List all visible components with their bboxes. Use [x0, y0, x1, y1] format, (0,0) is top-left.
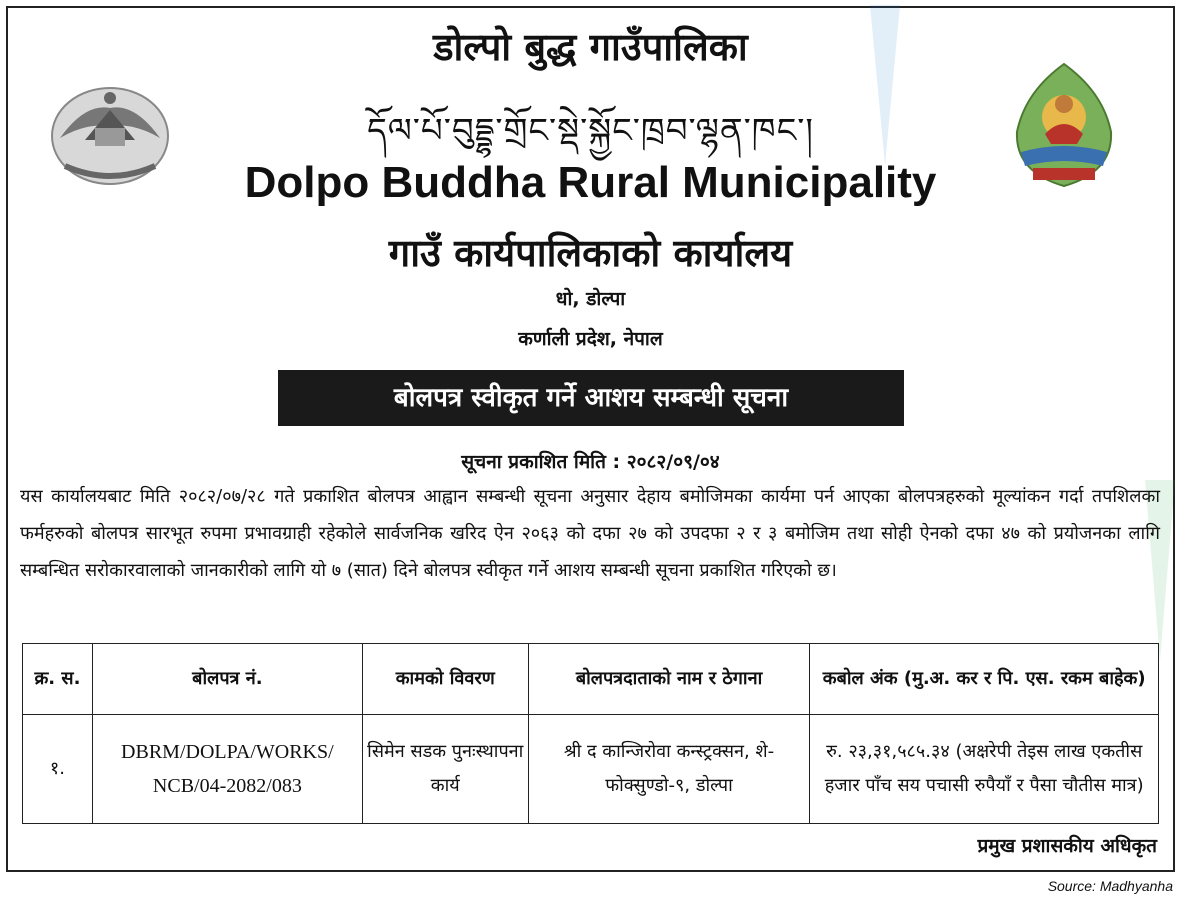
header-bidder: बोलपत्रदाताको नाम र ठेगाना [528, 644, 810, 715]
cell-bidder: श्री द कान्जिरोवा कन्स्ट्रक्सन, शे-फोक्सुण्डो-९, डोल्पा [528, 715, 810, 824]
municipality-name-english: Dolpo Buddha Rural Municipality [244, 158, 937, 207]
cell-amount: रु. २३,३१,५८५.३४ (अक्षरेपी तेइस लाख एकतीस हजार पाँच सय पचासी रुपैयाँ र पैसा चौतीस मात्र) [810, 715, 1159, 824]
source-credit: Source: Madhyanha [1047, 878, 1173, 894]
signature-title: प्रमुख प्रशासकीय अधिकृत [977, 835, 1157, 857]
table-row [23, 715, 1159, 824]
bid-table [22, 643, 1159, 824]
header-work: कामको विवरण [362, 644, 528, 715]
cell-bid-no: DBRM/DOLPA/WORKS/ NCB/04-2082/083 [92, 715, 362, 824]
header-bid-no: बोलपत्र नं. [92, 644, 362, 715]
table-header-row [23, 644, 1159, 715]
cell-sn: १. [23, 715, 93, 824]
header-sn: क्र. स. [23, 644, 93, 715]
municipality-name-tibetan: དོལ་པོ་བུདྡྷ་གྲོང་སྡེ་སྐྱོང་ཁྲབ་ལྷན་ཁང་། [367, 111, 814, 151]
address-line2: कर्णाली प्रदेश, नेपाल [518, 328, 663, 350]
municipality-name-nepali: डोल्पो बुद्ध गाउँपालिका [433, 25, 748, 69]
notice-title-banner: बोलपत्र स्वीकृत गर्ने आशय सम्बन्धी सूचना [278, 370, 904, 426]
publish-date: सूचना प्रकाशित मिति : २०८२/०९/०४ [461, 451, 720, 473]
address-line1: धो, डोल्पा [555, 288, 626, 310]
header-amount: कबोल अंक (मु.अ. कर र पि. एस. रकम बाहेक) [810, 644, 1159, 715]
notice-body: यस कार्यालयबाट मिति २०८२/०७/२८ गते प्रकाशित बोलपत्र आह्वान सम्बन्धी सूचना अनुसार देहाय बमोजिमका कार्यमा पर्न आएका बोलपत्रहरुको मूल्यांकन गर्दा तपशिलका फर्महरुको बोलपत्र सारभूत रुपमा प्रभावग्राही रहेकोले सार्वजनिक खरिद ऐन २०६३ को दफा २७ को उपदफा २ र ३ बमोजिम तथा सोही ऐनको दफा ४७ को प्रयोजनका लागि सम्बन्धित सरोकारवालाको जानकारीको लागि यो ७ (सात) दिने बोलपत्र स्वीकृत गर्ने आशय सम्बन्धी सूचना प्रकाशित गरिएको छ। [20, 486, 1160, 581]
office-name: गाउँ कार्यपालिकाको कार्यालय [388, 231, 793, 275]
cell-work: सिमेन सडक पुनःस्थापना कार्य [362, 715, 528, 824]
